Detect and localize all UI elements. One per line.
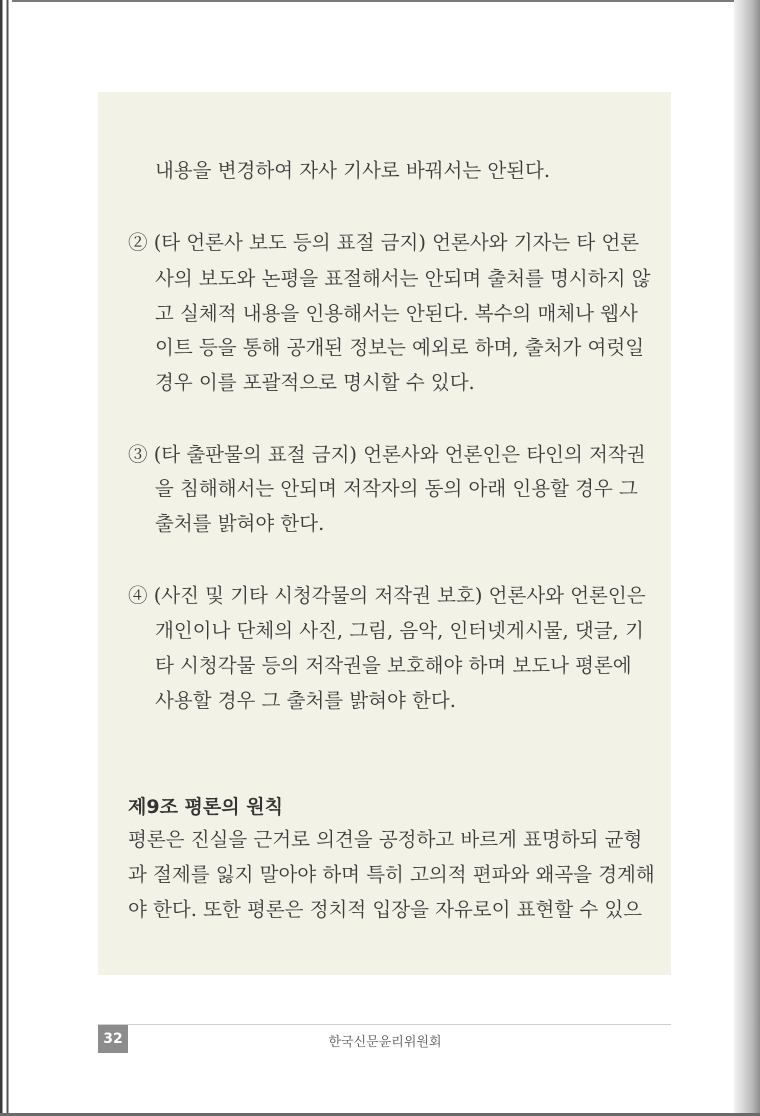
text-line: 출처를 밝혀야 한다. xyxy=(155,512,325,535)
text-line: 과 절제를 잃지 말아야 하며 특히 고의적 편파와 왜곡을 경계해 xyxy=(128,863,655,886)
page-top-border xyxy=(0,0,760,2)
book-spine xyxy=(0,0,12,1116)
text-line: 내용을 변경하여 자사 기사로 바꿔서는 안된다. xyxy=(155,159,551,182)
text-line: ② (타 언론사 보도 등의 표절 금지) 언론사와 기자는 타 언론 xyxy=(128,231,640,254)
text-line: 을 침해해서는 안되며 저작자의 동의 아래 인용할 경우 그 xyxy=(155,477,638,500)
text-line: 이트 등을 통해 공개된 정보는 예외로 하며, 출처가 여럿일 xyxy=(155,336,645,359)
article-heading: 제9조 평론의 원칙 xyxy=(128,796,283,818)
text-line: 사의 보도와 논평을 표절해서는 안되며 출처를 명시하지 않 xyxy=(155,267,651,290)
publisher-name: 한국신문윤리위원회 xyxy=(328,1035,442,1050)
text-line: 고 실체적 내용을 인용해서는 안된다. 복수의 매체나 웹사 xyxy=(155,302,638,325)
page-number-badge: 32 xyxy=(98,1025,128,1053)
page-edge-shadow xyxy=(734,0,760,1116)
text-line: ④ (사진 및 기타 시청각물의 저작권 보호) 언론사와 언론인은 xyxy=(128,584,646,607)
text-line: 평론은 진실을 근거로 의견을 공정하고 바르게 표명하되 균형 xyxy=(128,828,643,851)
text-line: 개인이나 단체의 사진, 그림, 음악, 인터넷게시물, 댓글, 기 xyxy=(155,619,644,642)
text-line: ③ (타 출판물의 표절 금지) 언론사와 언론인은 타인의 저작권 xyxy=(128,443,646,466)
text-line: 사용할 경우 그 출처를 밝혀야 한다. xyxy=(155,689,456,712)
text-line: 야 한다. 또한 평론은 정치적 입장을 자유로이 표현할 수 있으 xyxy=(128,898,643,921)
content-panel xyxy=(98,92,671,975)
text-line: 경우 이를 포괄적으로 명시할 수 있다. xyxy=(155,371,475,394)
text-line: 타 시청각물 등의 저작권을 보호해야 하며 보도나 평론에 xyxy=(155,654,632,677)
footer-divider xyxy=(98,1024,671,1025)
